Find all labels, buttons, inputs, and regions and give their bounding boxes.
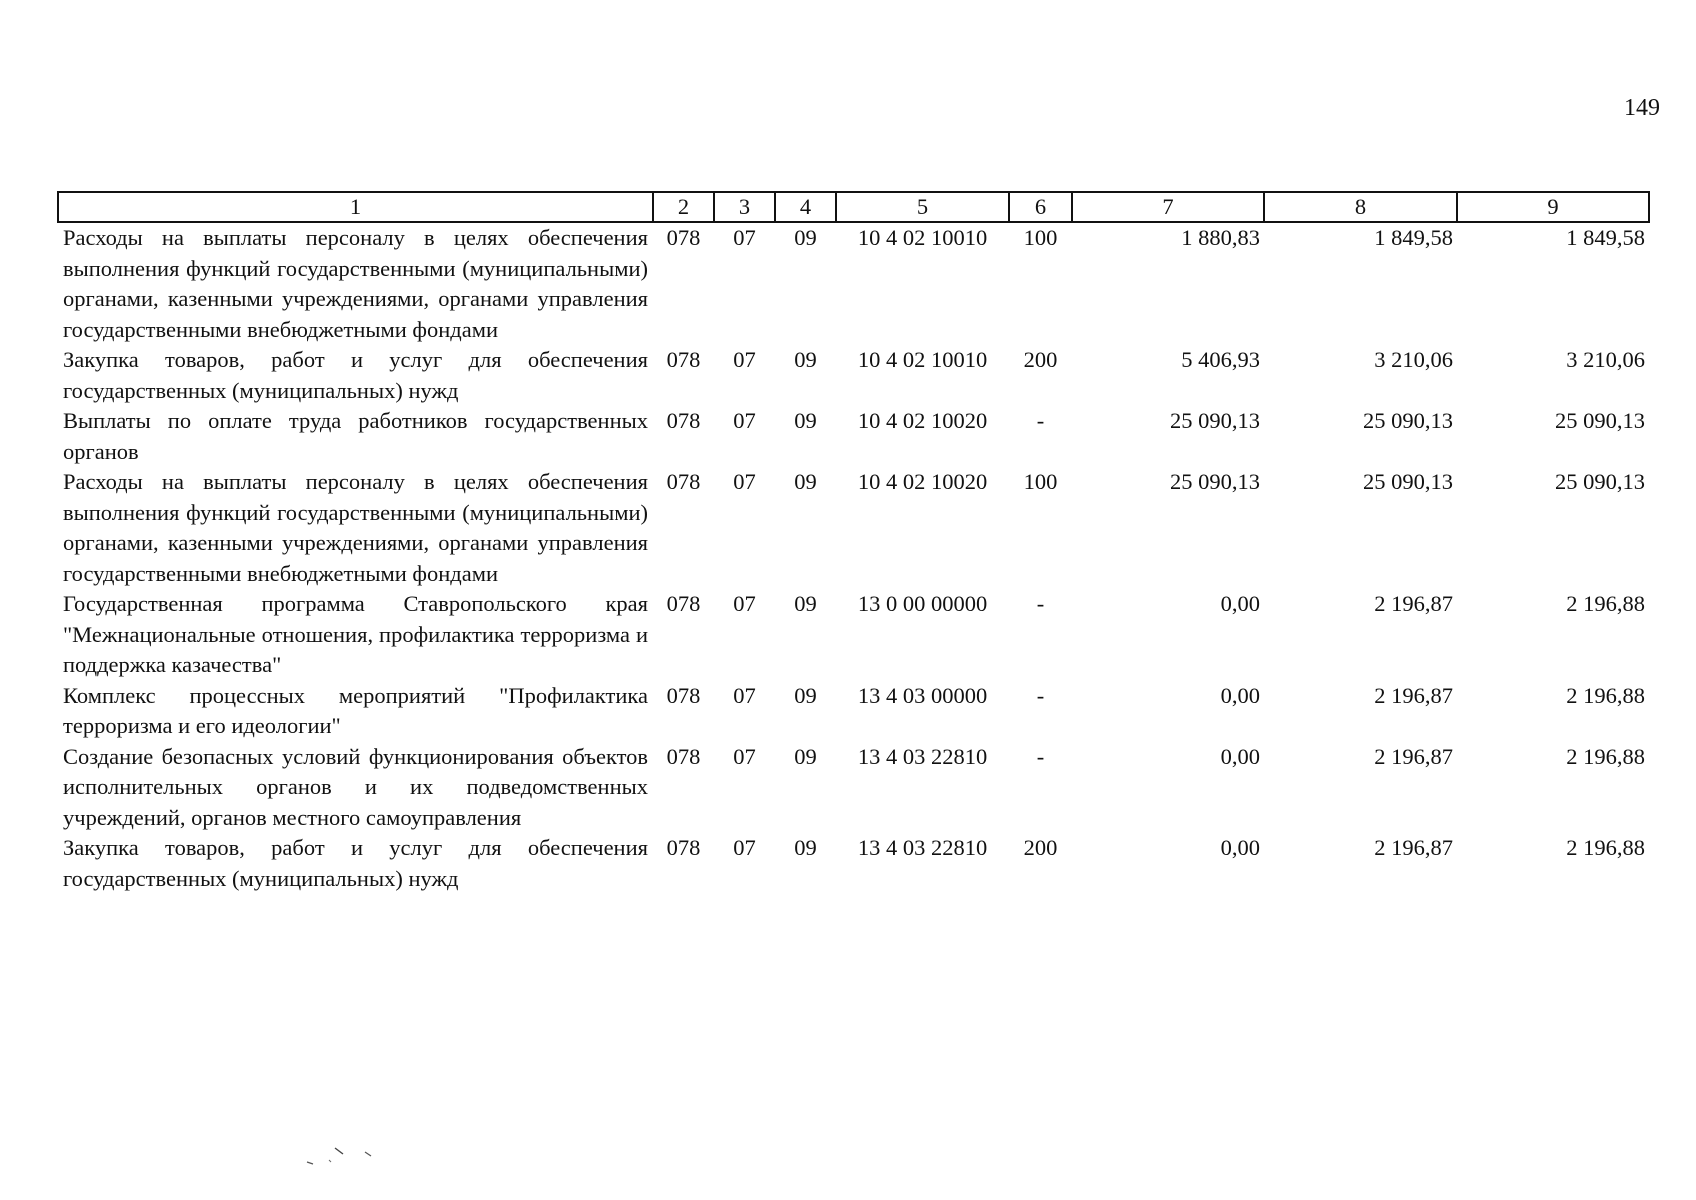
amount-cell: 2 196,88 — [1566, 591, 1645, 616]
code-cell: 078 — [666, 682, 701, 708]
code-cell: 078 — [666, 225, 701, 250]
target-article-cell: 10 4 02 10010 — [857, 347, 988, 372]
table-row — [58, 589, 1649, 681]
expense-name: Закупка товаров, работ и услуг для обеспечения государственных (муниципальных) нужд — [63, 835, 648, 891]
expense-name: Расходы на выплаты персоналу в целях обеспечения выполнения функций государственными (муниципальными) органами, казенными учреждениями, органами управления государственными внебюджетными фондами — [63, 225, 648, 342]
amount-cell: 25 090,13 — [1555, 408, 1645, 433]
expense-type-cell: 200 — [1023, 835, 1058, 860]
section-cell: 07 — [733, 835, 756, 860]
code-cell: 078 — [666, 408, 701, 433]
amount-cell: 2 196,87 — [1374, 743, 1453, 769]
amount-cell: 0,00 — [1220, 835, 1260, 860]
column-header: 5 — [836, 192, 1009, 222]
column-header: 6 — [1009, 192, 1072, 222]
code-cell: 078 — [666, 591, 701, 616]
table-row — [58, 345, 1649, 406]
section-cell: 07 — [733, 469, 756, 494]
expense-type-cell: 100 — [1023, 469, 1058, 494]
code-cell: 078 — [666, 835, 701, 860]
amount-cell: 0,00 — [1220, 682, 1260, 708]
target-article-cell: 10 4 02 10010 — [857, 225, 988, 250]
section-cell: 07 — [733, 682, 756, 708]
amount-cell: 2 196,88 — [1566, 682, 1645, 708]
section-cell: 07 — [733, 591, 756, 616]
amount-cell: 25 090,13 — [1363, 408, 1453, 433]
subsection-cell: 09 — [794, 835, 817, 860]
expense-name: Комплекс процессных мероприятий "Профилактика терроризма и его идеологии" — [63, 682, 648, 738]
subsection-cell: 09 — [794, 682, 817, 708]
expense-type-cell: - — [1036, 743, 1045, 769]
expense-name: Расходы на выплаты персоналу в целях обеспечения выполнения функций государственными (муниципальными) органами, казенными учреждениями, органами управления государственными внебюджетными фондами — [63, 469, 648, 586]
section-cell: 07 — [733, 225, 756, 250]
table-row — [58, 681, 1649, 742]
column-header: 1 — [58, 192, 653, 222]
amount-cell: 25 090,13 — [1170, 469, 1260, 494]
table-row — [58, 742, 1649, 834]
amount-cell: 25 090,13 — [1363, 469, 1453, 494]
expense-name: Выплаты по оплате труда работников государственных органов — [63, 408, 648, 464]
scan-artifact — [305, 1140, 415, 1170]
target-article-cell: 13 4 03 00000 — [857, 682, 988, 708]
budget-table — [57, 191, 1650, 894]
amount-cell: 0,00 — [1220, 743, 1260, 769]
page-number: 149 — [1624, 95, 1660, 121]
expense-name: Закупка товаров, работ и услуг для обеспечения государственных (муниципальных) нужд — [63, 347, 648, 403]
amount-cell: 2 196,87 — [1374, 682, 1453, 708]
subsection-cell: 09 — [794, 591, 817, 616]
amount-cell: 1 880,83 — [1181, 225, 1260, 250]
amount-cell: 1 849,58 — [1566, 225, 1645, 250]
column-header: 4 — [775, 192, 836, 222]
expense-type-cell: 100 — [1023, 225, 1058, 250]
target-article-cell: 13 0 00 00000 — [857, 591, 988, 616]
code-cell: 078 — [666, 347, 701, 372]
amount-cell: 1 849,58 — [1374, 225, 1453, 250]
subsection-cell: 09 — [794, 469, 817, 494]
table-row — [58, 467, 1649, 589]
column-header: 2 — [653, 192, 714, 222]
amount-cell: 25 090,13 — [1555, 469, 1645, 494]
table-row — [58, 222, 1649, 345]
column-header: 3 — [714, 192, 775, 222]
subsection-cell: 09 — [794, 743, 817, 769]
amount-cell: 0,00 — [1220, 591, 1260, 616]
target-article-cell: 10 4 02 10020 — [857, 408, 988, 433]
expense-type-cell: 200 — [1023, 347, 1058, 372]
header-row — [58, 192, 1649, 222]
table-row — [58, 406, 1649, 467]
section-cell: 07 — [733, 408, 756, 433]
target-article-cell: 13 4 03 22810 — [857, 835, 988, 860]
column-header: 8 — [1264, 192, 1457, 222]
section-cell: 07 — [733, 347, 756, 372]
expense-name: Создание безопасных условий функционирования объектов исполнительных органов и их подведомственных учреждений, органов местного самоуправления — [63, 743, 648, 830]
amount-cell: 2 196,88 — [1566, 835, 1645, 860]
amount-cell: 5 406,93 — [1181, 347, 1260, 372]
amount-cell: 3 210,06 — [1566, 347, 1645, 372]
subsection-cell: 09 — [794, 347, 817, 372]
amount-cell: 2 196,88 — [1566, 743, 1645, 769]
table-row — [58, 833, 1649, 894]
expense-name: Государственная программа Ставропольского края "Межнациональные отношения, профилактика терроризма и поддержка казачества" — [63, 591, 648, 677]
column-header: 7 — [1072, 192, 1264, 222]
amount-cell: 2 196,87 — [1374, 591, 1453, 616]
code-cell: 078 — [666, 469, 701, 494]
expense-type-cell: - — [1036, 682, 1045, 708]
section-cell: 07 — [733, 743, 756, 769]
code-cell: 078 — [666, 743, 701, 769]
target-article-cell: 10 4 02 10020 — [857, 469, 988, 494]
subsection-cell: 09 — [794, 408, 817, 433]
amount-cell: 2 196,87 — [1374, 835, 1453, 860]
column-header: 9 — [1457, 192, 1649, 222]
amount-cell: 3 210,06 — [1374, 347, 1453, 372]
target-article-cell: 13 4 03 22810 — [857, 743, 988, 769]
amount-cell: 25 090,13 — [1170, 408, 1260, 433]
expense-type-cell: - — [1036, 408, 1045, 433]
expense-type-cell: - — [1036, 591, 1045, 616]
subsection-cell: 09 — [794, 225, 817, 250]
